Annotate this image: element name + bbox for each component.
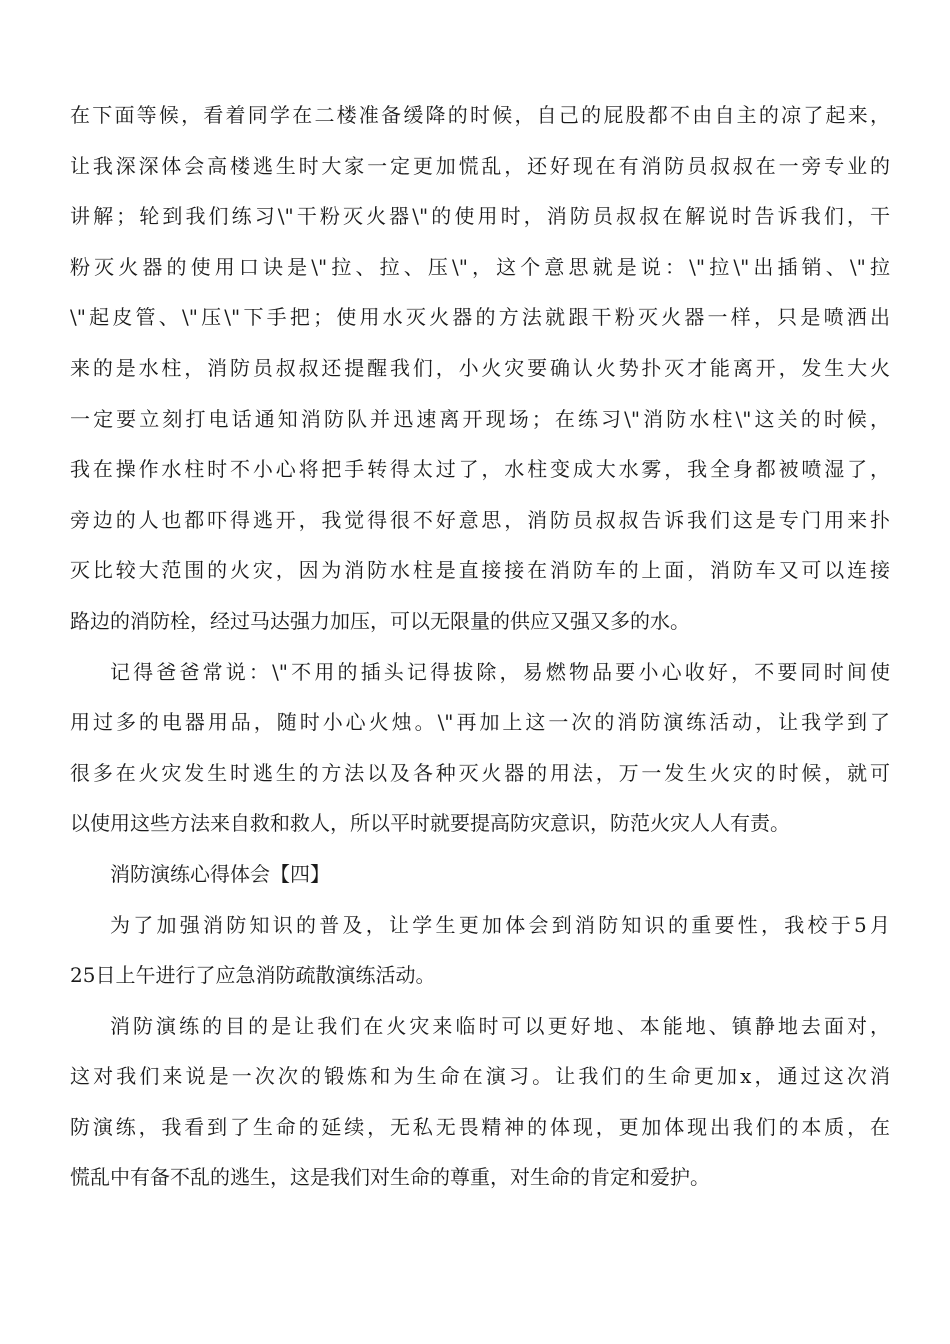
text-line: \"起皮管、\"压\"下手把；使用水灭火器的方法就跟干粉灭火器一样，只是喷洒出 xyxy=(70,305,890,330)
text-line: 用过多的电器用品，随时小心火烛。\"再加上这一次的消防演练活动，让我学到了 xyxy=(70,710,890,735)
text-line: 消防演练的目的是让我们在火灾来临时可以更好地、本能地、镇静地去面对， xyxy=(110,1013,890,1038)
text-line: 这对我们来说是一次次的锻炼和为生命在演习。让我们的生命更加x，通过这次消 xyxy=(70,1064,890,1089)
text-line: 路边的消防栓，经过马达强力加压，可以无限量的供应又强又多的水。 xyxy=(70,608,690,633)
text-line: 慌乱中有备不乱的逃生，这是我们对生命的尊重，对生命的肯定和爱护。 xyxy=(70,1165,710,1190)
text-line: 一定要立刻打电话通知消防队并迅速离开现场；在练习\"消防水柱\"这关的时候， xyxy=(70,406,890,431)
text-line: 在下面等候，看着同学在二楼准备缓降的时候，自己的屁股都不由自主的凉了起来， xyxy=(70,103,890,127)
text-line: 25日上午进行了应急消防疏散演练活动。 xyxy=(70,963,436,988)
text-line: 旁边的人也都吓得逃开，我觉得很不好意思，消防员叔叔告诉我们这是专门用来扑 xyxy=(70,507,890,532)
text-line: 粉灭火器的使用口诀是\"拉、拉、压\"，这个意思就是说：\"拉\"出插销、\"拉 xyxy=(70,254,890,279)
text-line: 很多在火灾发生时逃生的方法以及各种灭火器的用法，万一发生火灾的时候，就可 xyxy=(70,760,890,785)
text-line: 灭比较大范围的火灾，因为消防水柱是直接接在消防车的上面，消防车又可以连接 xyxy=(70,558,890,583)
text-line: 为了加强消防知识的普及，让学生更加体会到消防知识的重要性，我校于5月 xyxy=(110,912,890,937)
section-heading: 消防演练心得体会【四】 xyxy=(110,861,330,886)
text-line: 让我深深体会高楼逃生时大家一定更加慌乱，还好现在有消防员叔叔在一旁专业的 xyxy=(70,153,890,178)
text-line: 我在操作水柱时不小心将把手转得太过了，水柱变成大水雾，我全身都被喷湿了， xyxy=(70,457,890,482)
text-line: 讲解；轮到我们练习\"干粉灭火器\"的使用时，消防员叔叔在解说时告诉我们，干 xyxy=(70,204,890,229)
text-line: 防演练，我看到了生命的延续，无私无畏精神的体现，更加体现出我们的本质，在 xyxy=(70,1114,890,1139)
text-line: 以使用这些方法来自救和救人，所以平时就要提高防灾意识，防范火灾人人有责。 xyxy=(70,811,790,836)
text-line: 来的是水柱，消防员叔叔还提醒我们，小火灾要确认火势扑灭才能离开，发生大火 xyxy=(70,355,890,380)
text-line: 记得爸爸常说：\"不用的插头记得拔除，易燃物品要小心收好，不要同时间使 xyxy=(110,659,890,684)
document-page xyxy=(70,90,890,1203)
